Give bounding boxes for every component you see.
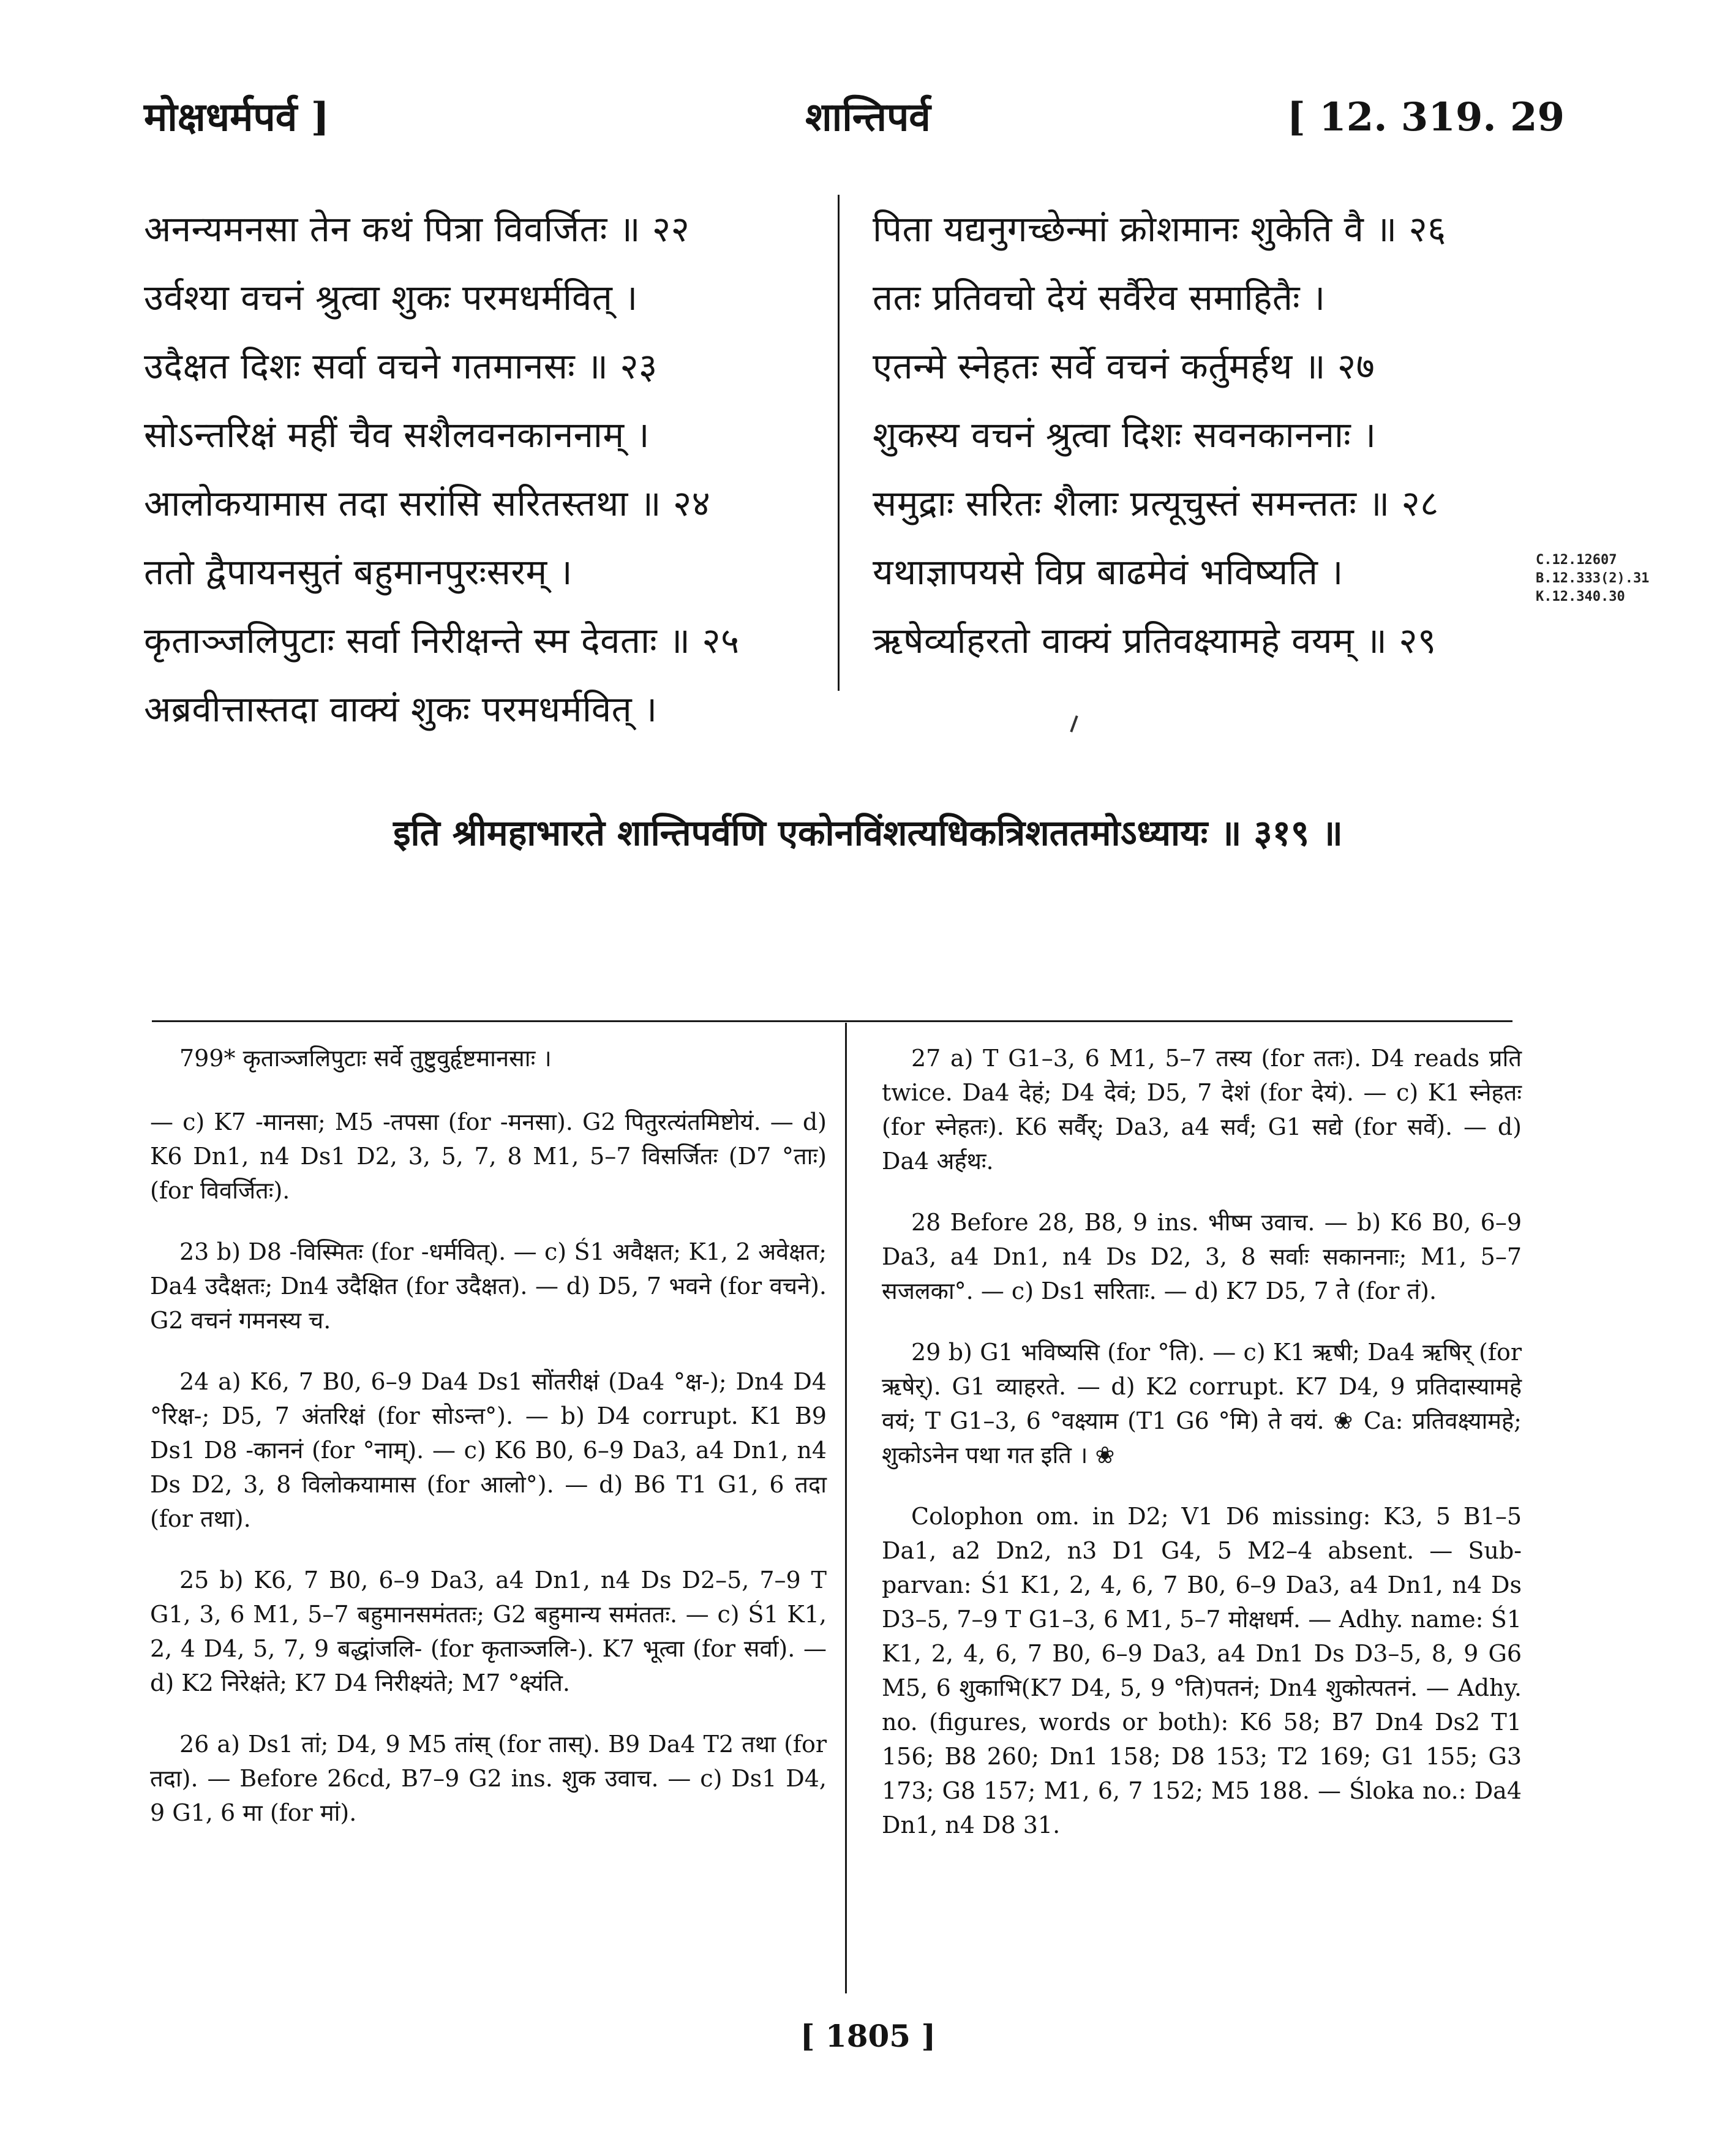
- apparatus-note: — c) K7 -मानसा; M5 -तपसा (for -मनसा). G2 पितुरत्यंतमिष्टोयं. — d) K6 Dn1, n4 Ds1 D2, 3, 5, 7, 8 M1, 5–7 विसर्जितः (D7 °ताः) (for विवर्जितः).: [150, 1108, 827, 1204]
- apparatus-column-divider: [845, 1023, 847, 1993]
- concordance-bombay: B.12.333(2).31: [1536, 571, 1650, 586]
- apparatus-rule: [152, 1020, 1512, 1022]
- verse-line: अनन्यमनसा तेन कथं पित्रा विवर्जितः ॥ २२: [144, 208, 690, 250]
- verse-column-left: [144, 195, 817, 743]
- stray-mark: [1070, 715, 1078, 732]
- apparatus-note: 24 a) K6, 7 B0, 6–9 Da4 Ds1 सोंतरीक्षं (Da4 °क्ष-); Dn4 D4 °रिक्ष-; D5, 7 अंतरिक्षं (for सोऽन्त°). — b) D4 corrupt. K1 B9 Ds1 D8 -काननं (for °नाम्). — c) K6 B0, 6–9 Da3, a4 Dn1, n4 Ds D2, 3, 8 विलोकयामास (for आलो°). — d) B6 T1 G1, 6 तदा (for तथा).: [150, 1368, 827, 1532]
- apparatus-note: 25 b) K6, 7 B0, 6–9 Da3, a4 Dn1, n4 Ds D2–5, 7–9 T G1, 3, 6 M1, 5–7 बहुमानसमंततः; G2 बहुमान्य समंततः. — c) Ś1 K1, 2, 4 D4, 5, 7, 9 बद्धांजलि- (for कृताञ्जलि-). K7 भूत्वा (for सर्वा). — d) K2 निरेक्षंते; K7 D4 निरीक्ष्यंते; M7 °क्ष्यंति.: [150, 1567, 827, 1696]
- apparatus-column-left: [150, 1041, 827, 1857]
- running-header-title: शान्तिपर्व: [805, 94, 931, 140]
- verse-line: ऋषेर्व्याहरतो वाक्यं प्रतिवक्ष्यामहे वयम् ॥ २९: [873, 620, 1437, 661]
- verse-line: उदैक्षत दिशः सर्वा वचने गतमानसः ॥ २३: [144, 345, 658, 387]
- concordance-kumbhakonam: K.12.340.30: [1536, 589, 1625, 604]
- verse-line: यथाज्ञापयसे विप्र बाढमेवं भविष्यति ।: [873, 551, 1343, 593]
- verse-line: पिता यद्यनुगच्छेन्मां क्रोशमानः शुकेति वै ॥ २६: [873, 208, 1446, 250]
- page-number: [ 1805 ]: [800, 2018, 936, 2054]
- apparatus-note: 28 Before 28, B8, 9 ins. भीष्म उवाच. — b) K6 B0, 6–9 Da3, a4 Dn1, n4 Ds D2, 3, 8 सर्वाः सकाननाः; M1, 5–7 सजलका°. — c) Ds1 सरिताः. — d) K7 D5, 7 ते (for तं).: [882, 1209, 1522, 1304]
- verse-column-right: [873, 195, 1522, 675]
- apparatus-note: 26 a) Ds1 तां; D4, 9 M5 तांस् (for तास्). B9 Da4 T2 तथा (for तदा). — Before 26cd, B7–9 G2 ins. शुक उवाच. — c) Ds1 D4, 9 G1, 6 मा (for मां).: [150, 1731, 827, 1826]
- verse-line: अब्रवीत्तास्तदा वाक्यं शुकः परमधर्मवित् ।: [144, 688, 658, 730]
- chapter-colophon: इति श्रीमहाभारते शान्तिपर्वणि एकोनविंशत्यधिकत्रिशततमोऽध्यायः ॥ ३१९ ॥: [393, 812, 1343, 854]
- running-header-reference: [ 12. 319. 29: [1287, 94, 1565, 140]
- verse-line: शुकस्य वचनं श्रुत्वा दिशः सवनकाननाः ।: [873, 414, 1377, 456]
- apparatus-column-right: [882, 1041, 1522, 1869]
- running-header-section: मोक्षधर्मपर्व ]: [144, 94, 329, 140]
- apparatus-note: 799* कृताञ्जलिपुटाः सर्वे तुष्टुवुर्हृष्टमानसाः ।: [179, 1045, 552, 1072]
- apparatus-note: 23 b) D8 -विस्मितः (for -धर्मवित्). — c) Ś1 अवैक्षत; K1, 2 अवेक्षत; Da4 उदैक्षतः; Dn4 उदैक्षित (for उदैक्षत). — d) D5, 7 भवने (for वचने). G2 वचनं गमनस्य च.: [150, 1238, 827, 1334]
- verse-line: ततः प्रतिवचो देयं सर्वैरेव समाहितैः ।: [873, 277, 1326, 318]
- verse-line: ततो द्वैपायनसुतं बहुमानपुरःसरम् ।: [144, 551, 573, 593]
- concordance-references: [1536, 551, 1649, 606]
- verse-column-divider: [838, 195, 840, 691]
- verse-line: उर्वश्या वचनं श्रुत्वा शुकः परमधर्मवित् ।: [144, 277, 638, 318]
- apparatus-note: 29 b) G1 भविष्यसि (for °ति). — c) K1 ऋषी; Da4 ऋषिर् (for ऋषेर्). G1 व्याहरते. — d) K2 corrupt. K7 D4, 9 प्रतिदास्यामहे वयं; T G1–3, 6 °वक्ष्याम (T1 G6 °मि) ते वयं. ❀ Ca: प्रतिवक्ष्यामहे; शुकोऽनेन पथा गत इति । ❀: [882, 1339, 1522, 1469]
- concordance-calcutta: C.12.12607: [1536, 552, 1617, 568]
- verse-line: आलोकयामास तदा सरांसि सरितस्तथा ॥ २४: [144, 483, 711, 524]
- verse-line: कृताञ्जलिपुटाः सर्वा निरीक्षन्ते स्म देवताः ॥ २५: [144, 620, 740, 661]
- apparatus-note: 27 a) T G1–3, 6 M1, 5–7 तस्य (for ततः). D4 reads प्रति twice. Da4 देहं; D4 देवं; D5, 7 देशं (for देयं). — c) K1 स्नेहतः (for स्नेहतः). K6 सर्वैर्; Da3, a4 सर्वं; G1 सद्ये (for सर्वे). — d) Da4 अर्हथः.: [882, 1045, 1522, 1175]
- verse-line: सोऽन्तरिक्षं महीं चैव सशैलवनकाननाम् ।: [144, 414, 650, 456]
- apparatus-note: Colophon om. in D2; V1 D6 missing: K3, 5 B1–5 Da1, a2 Dn2, n3 D1 G4, 5 M2–4 absent. — Sub-parvan: Ś1 K1, 2, 4, 6, 7 B0, 6–9 Da3, a4 Dn1, n4 Ds D3–5, 7–9 T G1–3, 6 M1, 5–7 मोक्षधर्म. — Adhy. name: Ś1 K1, 2, 4, 6, 7 B0, 6–9 Da3, a4 Dn1 Ds D3–5, 8, 9 G6 M5, 6 शुकाभि(K7 D4, 5, 9 °ति)पतनं; Dn4 शुकोत्पतनं. — Adhy. no. (figures, words or both): K6 58; B7 Dn4 Ds2 T1 156; B8 260; Dn1 158; D8 153; T2 169; G1 155; G3 173; G8 157; M1, 6, 7 152; M5 188. — Śloka no.: Da4 Dn1, n4 D8 31.: [882, 1503, 1522, 1838]
- verse-line: एतन्मे स्नेहतः सर्वे वचनं कर्तुमर्हथ ॥ २७: [873, 345, 1375, 387]
- verse-line: समुद्राः सरितः शैलाः प्रत्यूचुस्तं समन्ततः ॥ २८: [873, 483, 1439, 524]
